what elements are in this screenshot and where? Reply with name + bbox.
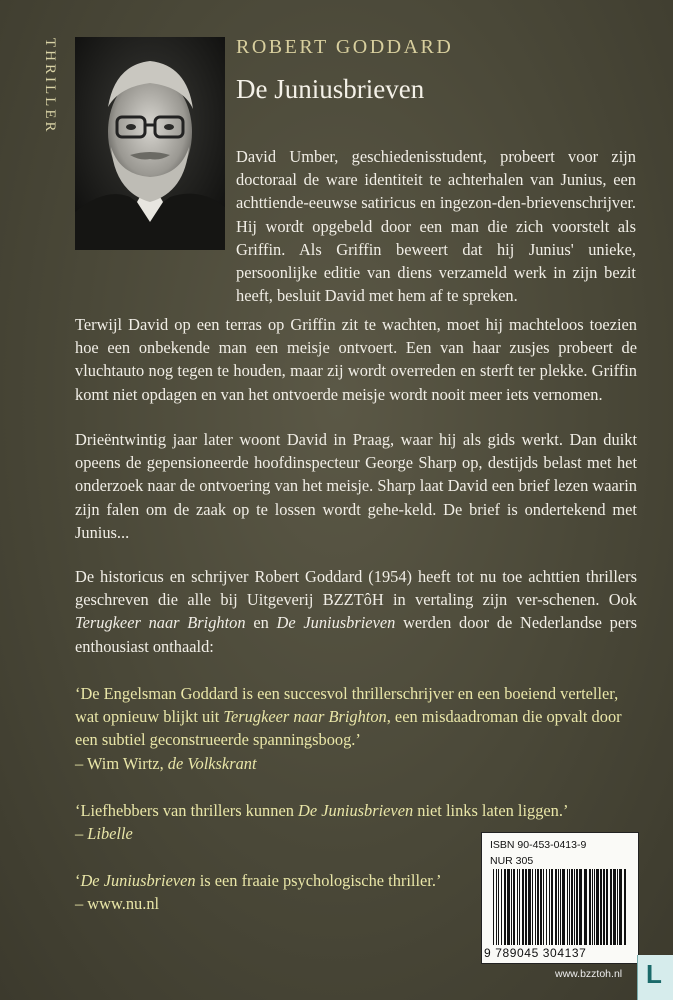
barcode-bar (596, 869, 599, 945)
author-photo (75, 37, 225, 250)
barcode-bar (567, 869, 568, 945)
barcode-bar (562, 869, 565, 945)
barcode-bar (525, 869, 527, 945)
quote-attribution (75, 752, 635, 775)
barcode-bar (589, 869, 591, 945)
quote-text: niet links laten liggen.’ (413, 801, 569, 820)
barcode-bar (571, 869, 573, 945)
quote-text: is een fraaie psychologische thriller.’ (195, 871, 442, 890)
barcode-bar (543, 869, 544, 945)
barcode-bar (584, 869, 587, 945)
library-sticker (637, 955, 673, 1000)
barcode-bar (528, 869, 531, 945)
quote-title: Terugkeer naar Brighton (223, 707, 387, 727)
bio-title-2: De Juniusbrieven (276, 613, 396, 633)
quote-attribution: – www.nu.nl (75, 894, 160, 914)
attribution-source: Libelle (87, 824, 133, 844)
quote-title: De Juniusbrieven (80, 871, 196, 890)
quote-title: De Juniusbrieven (298, 801, 414, 820)
barcode-label (481, 832, 639, 964)
quote-text: , een misdaadroman die opvalt door een subtiel geconstrueerde spanningsboog.’ (75, 707, 622, 750)
quote-text: ‘ (75, 871, 81, 890)
barcode-bar (511, 869, 512, 945)
blurb-paragraph-2: Terwijl David op een terras op Griffin zit te wachten, moet hij machteloos toezien hoe een onbekende man een meisje ontvoert. Een van haar zusjes probeert de vluchtauto nog tegen te houden, maar zij wordt overreden en sterft ter plekke. Griffin komt niet opdagen en van het ontvoerde meisje wordt nooit meer iets vernomen. (75, 315, 637, 404)
barcode-bar (569, 869, 570, 945)
barcode-bar (519, 869, 520, 945)
barcode-bar (493, 869, 494, 945)
barcode-bar (555, 869, 557, 945)
barcode-digits: 9 789045 304137 (484, 946, 587, 960)
publisher-website: www.bzztoh.nl (555, 968, 623, 980)
barcode-bar (576, 869, 578, 945)
quote-text: ‘De Engelsman Goddard is een succesvol thrillerschrijver en een boeiend verteller, wat opnieuw blijkt uit (75, 684, 619, 727)
barcode-bar (537, 869, 539, 945)
author-name: ROBERT GODDARD (236, 36, 454, 58)
bio-title-1: Terugkeer naar Brighton (75, 613, 246, 633)
barcode-bar (501, 869, 502, 945)
barcode-bar (546, 869, 547, 945)
attribution-source: de Volkskrant (167, 753, 257, 773)
blurb-paragraph-3: Drieëntwintig jaar later woont David in Praag, waar hij als gids werkt. Dan duikt opeens de gepensioneerde hoofdinspecteur George Sharp op, destijds belast met het onderzoek naar de ontvoering van het meisje. Sharp laat David een brief lezen waarin zijn falen om de zaak op te lossen wordt gehe-keld. De brief is ondertekend met Junius... (75, 430, 637, 542)
quote-text: ‘Liefhebbers van thrillers kunnen (75, 801, 299, 820)
barcode-bar (579, 869, 582, 945)
barcode-bar (603, 869, 605, 945)
attribution-text: – Wim Wirtz, (75, 753, 168, 773)
barcode-bars (485, 869, 635, 947)
barcode-bar (600, 869, 602, 945)
barcode-bar (540, 869, 542, 945)
barcode-bar (532, 869, 533, 945)
barcode-bar (498, 869, 499, 945)
author-bio-paragraph (75, 565, 637, 658)
barcode-bar (594, 869, 595, 945)
book-title: De Juniusbrieven (236, 74, 425, 104)
barcode-bar (617, 869, 618, 945)
barcode-bar (624, 869, 626, 945)
review-quote-1 (75, 682, 635, 775)
barcode-bar (504, 869, 506, 945)
barcode-bar (507, 869, 510, 945)
barcode-bar (535, 869, 536, 945)
barcode-bar (558, 869, 559, 945)
barcode-bar (613, 869, 616, 945)
barcode-bar (574, 869, 575, 945)
bio-text: en (245, 613, 277, 633)
bio-text: De historicus en schrijver Robert Goddard (1954) heeft tot nu toe achttien thrillers geschreven die alle bij Uitgeverij BZZTôH in vertaling zijn ver-schenen. Ook (75, 567, 637, 610)
barcode-bar (522, 869, 524, 945)
barcode-bar (549, 869, 550, 945)
barcode-bar (551, 869, 553, 945)
barcode-bar (592, 869, 593, 945)
blurb-paragraph-1: David Umber, geschiedenisstudent, probeert voor zijn doctoraal de ware identiteit te achterhalen van Junius, een achttiende-eeuwse satiricus en ingezon-den-brievenschrijver. Hij wordt opgebeld door een man die zich voorstelt als Griffin. Als Griffin beweert dat hij Junius' unieke, persoonlijke editie van diens verzameld werk in zijn bezit heeft, besluit David met hem af te spreken. (236, 147, 636, 306)
barcode-bar (560, 869, 561, 945)
isbn-text: ISBN 90-453-0413-9 (490, 839, 587, 851)
nur-text: NUR 305 (490, 855, 534, 867)
bio-text: werden door de Nederlandse pers enthousiast onthaald: (75, 613, 637, 656)
genre-spine-label: THRILLER (42, 38, 58, 135)
barcode-bar (606, 869, 608, 945)
barcode-bar (517, 869, 518, 945)
barcode-bar (513, 869, 515, 945)
sticker-letter: L (646, 959, 662, 989)
barcode-bar (610, 869, 612, 945)
barcode-bar (619, 869, 622, 945)
attribution-text: – (75, 824, 88, 844)
barcode-bar (496, 869, 497, 945)
